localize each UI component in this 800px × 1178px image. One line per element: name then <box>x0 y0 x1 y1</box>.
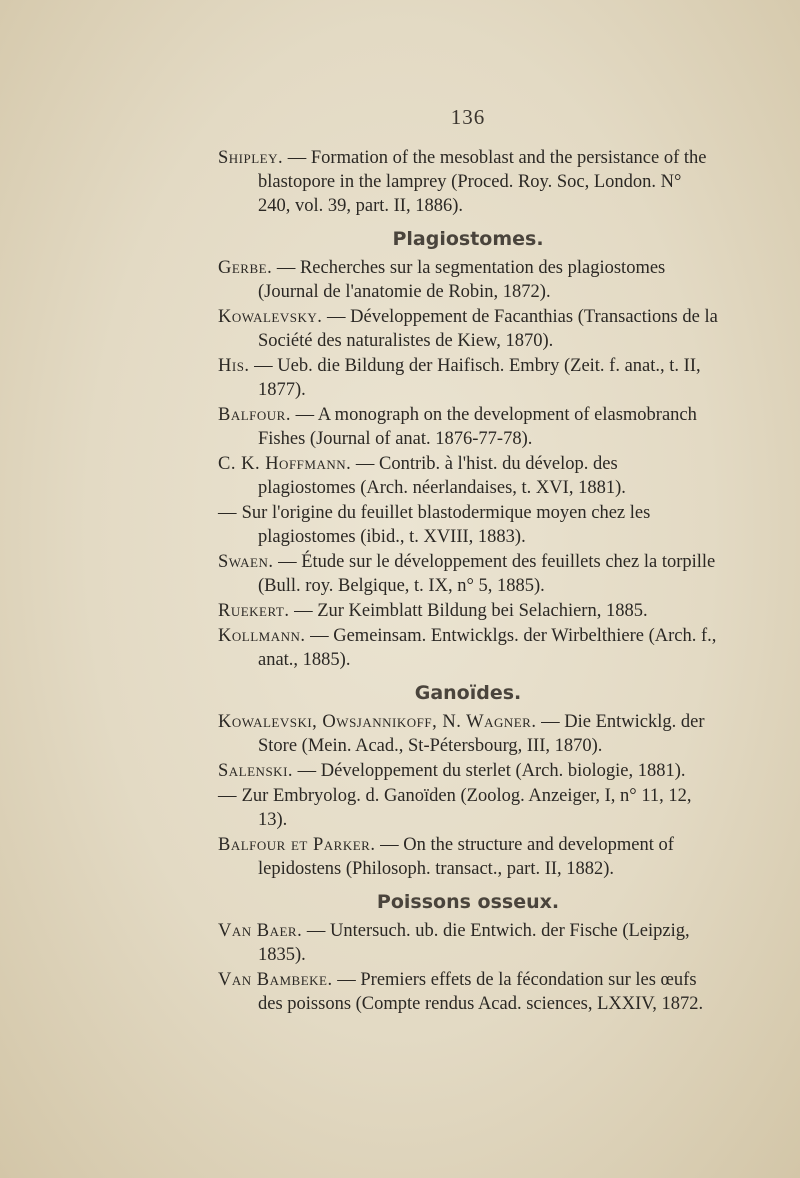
entry-text: — Formation of the mesoblast and the persistance of the blastopore in the lamprey (Proced. Roy. Soc, London. N° 240, vol. 39, part. II, 1886). <box>258 148 707 216</box>
page-number: 136 <box>450 105 486 129</box>
bibliography-entry <box>218 919 718 967</box>
entry-text: — On the structure and development of lepidostens (Philosoph. transact., part. II, 1882). <box>258 835 674 879</box>
entry-text: — Die Entwicklg. der Store (Mein. Acad., St-Pétersbourg, III, 1870). <box>258 712 705 756</box>
section-heading: Plagiostomes. <box>392 228 544 250</box>
section-heading: Poissons osseux. <box>376 891 560 913</box>
entry-text: — Étude sur le développement des feuillets chez la torpille (Bull. roy. Belgique, t. IX, n° 5, 1885). <box>258 552 716 596</box>
entry-text: — Zur Keimblatt Bildung bei Selachiern, 1885. <box>289 601 648 621</box>
bibliography-entry <box>218 833 718 881</box>
bibliography-entry <box>218 501 718 549</box>
entry-text: — Développement du sterlet (Arch. biologie, 1881). <box>293 761 686 781</box>
entry-text: — Premiers effets de la fécondation sur les œufs des poissons (Compte rendus Acad. sciences, LXXIV, 1872. <box>258 970 704 1014</box>
entry-author: Kollmann. <box>218 626 306 646</box>
bibliography-entry <box>218 624 718 672</box>
bibliography-entry <box>218 146 718 218</box>
entry-text: — Untersuch. ub. die Entwich. der Fische (Leipzig, 1835). <box>258 921 690 965</box>
bibliography-entry <box>218 759 718 783</box>
entry-text: Zur Embryolog. d. Ganoïden (Zoolog. Anzeiger, I, n° 11, 12, 13). <box>237 786 692 830</box>
entry-author: Van Baer. <box>218 921 303 941</box>
entry-author: Kowalevsky. <box>218 307 323 327</box>
entry-author: Salenski. <box>218 761 294 781</box>
entry-author: — <box>218 503 237 523</box>
entry-author: Balfour et Parker. <box>218 835 376 855</box>
bibliography-entry <box>218 256 718 304</box>
entry-text: — A monograph on the development of elasmobranch Fishes (Journal of anat. 1876-77-78). <box>258 405 697 449</box>
bibliography-entry <box>218 403 718 451</box>
entry-author: — <box>218 786 237 806</box>
entry-author: His. <box>218 356 250 376</box>
entry-text: — Ueb. die Bildung der Haifisch. Embry (Zeit. f. anat., t. II, 1877). <box>249 356 701 400</box>
entry-author: Kowalevski, Owsjannikoff, N. Wagner. <box>218 712 537 732</box>
entry-author: Van Bambeke. <box>218 970 333 990</box>
entry-author: Ruekert. <box>218 601 290 621</box>
entry-text: — Gemeinsam. Entwicklgs. der Wirbelthiere (Arch. f., anat., 1885). <box>258 626 717 670</box>
bibliography-entry <box>218 550 718 598</box>
entry-text: Sur l'origine du feuillet blastodermique moyen chez les plagiostomes (ibid., t. XVIII, 1883). <box>237 503 651 547</box>
entry-text: — Contrib. à l'hist. du dévelop. des plagiostomes (Arch. néerlandaises, t. XVI, 1881). <box>258 454 626 498</box>
entry-author: Gerbe. <box>218 258 273 278</box>
entry-text: — Recherches sur la segmentation des plagiostomes (Journal de l'anatomie de Robin, 1872). <box>258 258 666 302</box>
bibliography-entry <box>218 784 718 832</box>
entry-author: Balfour. <box>218 405 291 425</box>
section-heading: Ganoïdes. <box>414 682 522 704</box>
entry-text: — Développement de Facanthias (Transactions de la Société des naturalistes de Kiew, 1870). <box>258 307 718 351</box>
bibliography-entry <box>218 354 718 402</box>
entry-author: Swaen. <box>218 552 274 572</box>
page-content <box>218 105 718 1017</box>
entry-author: C. K. Hoffmann. <box>218 454 352 474</box>
bibliography-entry <box>218 710 718 758</box>
bibliography <box>218 146 718 1016</box>
bibliography-entry <box>218 452 718 500</box>
entry-author: Shipley. <box>218 148 284 168</box>
bibliography-entry <box>218 968 718 1016</box>
bibliography-entry <box>218 599 718 623</box>
bibliography-entry <box>218 305 718 353</box>
